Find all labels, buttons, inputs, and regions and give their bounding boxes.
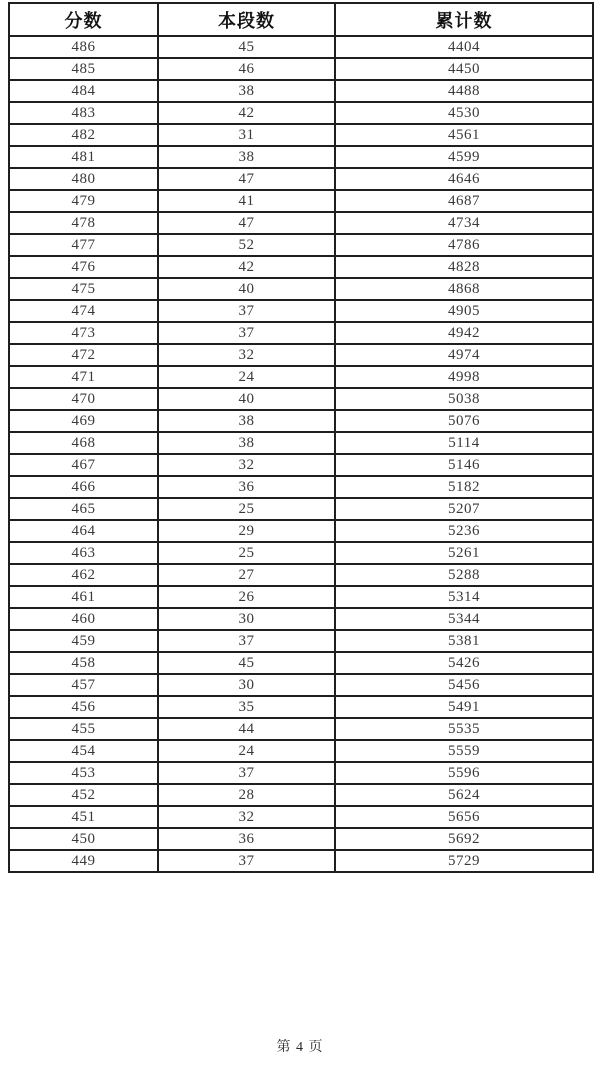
- segment-count-cell: 32: [158, 454, 335, 476]
- segment-count-cell: 41: [158, 190, 335, 212]
- cumulative-count-cell: 5261: [335, 542, 593, 564]
- score-cell: 468: [9, 432, 158, 454]
- score-cell: 457: [9, 674, 158, 696]
- segment-count-cell: 37: [158, 630, 335, 652]
- score-cell: 451: [9, 806, 158, 828]
- cumulative-count-cell: 5596: [335, 762, 593, 784]
- score-cell: 469: [9, 410, 158, 432]
- cumulative-count-cell: 4734: [335, 212, 593, 234]
- cumulative-count-cell: 5114: [335, 432, 593, 454]
- score-cell: 461: [9, 586, 158, 608]
- table-row: [9, 256, 593, 278]
- segment-count-cell: 45: [158, 36, 335, 58]
- segment-count-cell: 46: [158, 58, 335, 80]
- page-number-label: 第 4 页: [276, 1040, 324, 1055]
- score-cell: 466: [9, 476, 158, 498]
- column-header-segment-count: 本段数: [158, 3, 335, 36]
- table-row: [9, 168, 593, 190]
- score-cell: 452: [9, 784, 158, 806]
- score-cell: 449: [9, 850, 158, 872]
- table-row: [9, 410, 593, 432]
- cumulative-count-cell: 5344: [335, 608, 593, 630]
- segment-count-cell: 42: [158, 256, 335, 278]
- score-cell: 459: [9, 630, 158, 652]
- cumulative-count-cell: 4905: [335, 300, 593, 322]
- score-cell: 479: [9, 190, 158, 212]
- segment-count-cell: 40: [158, 388, 335, 410]
- table-row: [9, 124, 593, 146]
- score-cell: 484: [9, 80, 158, 102]
- cumulative-count-cell: 5146: [335, 454, 593, 476]
- cumulative-count-cell: 4450: [335, 58, 593, 80]
- table-row: [9, 102, 593, 124]
- segment-count-cell: 38: [158, 146, 335, 168]
- cumulative-count-cell: 5288: [335, 564, 593, 586]
- cumulative-count-cell: 4998: [335, 366, 593, 388]
- table-row: [9, 146, 593, 168]
- cumulative-count-cell: 5038: [335, 388, 593, 410]
- cumulative-count-cell: 5656: [335, 806, 593, 828]
- table-row: [9, 278, 593, 300]
- table-row: [9, 58, 593, 80]
- table-header-row: [9, 3, 593, 36]
- table-row: [9, 36, 593, 58]
- table-row: [9, 454, 593, 476]
- cumulative-count-cell: 4828: [335, 256, 593, 278]
- segment-count-cell: 36: [158, 828, 335, 850]
- segment-count-cell: 37: [158, 762, 335, 784]
- cumulative-count-cell: 4687: [335, 190, 593, 212]
- score-cell: 471: [9, 366, 158, 388]
- segment-count-cell: 30: [158, 608, 335, 630]
- segment-count-cell: 44: [158, 718, 335, 740]
- score-cell: 463: [9, 542, 158, 564]
- score-cell: 486: [9, 36, 158, 58]
- score-cell: 481: [9, 146, 158, 168]
- table-row: [9, 608, 593, 630]
- table-row: [9, 520, 593, 542]
- column-header-score: 分数: [9, 3, 158, 36]
- cumulative-count-cell: 5491: [335, 696, 593, 718]
- segment-count-cell: 24: [158, 366, 335, 388]
- segment-count-cell: 35: [158, 696, 335, 718]
- score-cell: 453: [9, 762, 158, 784]
- column-header-cumulative-count: 累计数: [335, 3, 593, 36]
- cumulative-count-cell: 5692: [335, 828, 593, 850]
- table-row: [9, 344, 593, 366]
- score-cell: 450: [9, 828, 158, 850]
- score-cell: 465: [9, 498, 158, 520]
- table-row: [9, 190, 593, 212]
- score-cell: 455: [9, 718, 158, 740]
- cumulative-count-cell: 5076: [335, 410, 593, 432]
- segment-count-cell: 47: [158, 168, 335, 190]
- score-cell: 480: [9, 168, 158, 190]
- cumulative-count-cell: 4868: [335, 278, 593, 300]
- table-row: [9, 366, 593, 388]
- segment-count-cell: 25: [158, 498, 335, 520]
- table-row: [9, 806, 593, 828]
- cumulative-count-cell: 5381: [335, 630, 593, 652]
- segment-count-cell: 42: [158, 102, 335, 124]
- segment-count-cell: 40: [158, 278, 335, 300]
- score-cell: 462: [9, 564, 158, 586]
- segment-count-cell: 47: [158, 212, 335, 234]
- score-cell: 456: [9, 696, 158, 718]
- cumulative-count-cell: 4646: [335, 168, 593, 190]
- segment-count-cell: 37: [158, 300, 335, 322]
- cumulative-count-cell: 5624: [335, 784, 593, 806]
- segment-count-cell: 28: [158, 784, 335, 806]
- segment-count-cell: 52: [158, 234, 335, 256]
- score-cell: 464: [9, 520, 158, 542]
- table-row: [9, 476, 593, 498]
- score-cell: 467: [9, 454, 158, 476]
- table-row: [9, 718, 593, 740]
- score-cell: 454: [9, 740, 158, 762]
- segment-count-cell: 24: [158, 740, 335, 762]
- table-row: [9, 322, 593, 344]
- segment-count-cell: 36: [158, 476, 335, 498]
- segment-count-cell: 26: [158, 586, 335, 608]
- segment-count-cell: 37: [158, 322, 335, 344]
- cumulative-count-cell: 4530: [335, 102, 593, 124]
- cumulative-count-cell: 5182: [335, 476, 593, 498]
- score-cell: 473: [9, 322, 158, 344]
- score-cell: 483: [9, 102, 158, 124]
- table-row: [9, 696, 593, 718]
- score-cell: 485: [9, 58, 158, 80]
- table-row: [9, 762, 593, 784]
- cumulative-count-cell: 5559: [335, 740, 593, 762]
- cumulative-count-cell: 5729: [335, 850, 593, 872]
- cumulative-count-cell: 5426: [335, 652, 593, 674]
- cumulative-count-cell: 4561: [335, 124, 593, 146]
- score-cell: 460: [9, 608, 158, 630]
- table-row: [9, 80, 593, 102]
- score-cell: 472: [9, 344, 158, 366]
- score-cell: 477: [9, 234, 158, 256]
- cumulative-count-cell: 5207: [335, 498, 593, 520]
- table-row: [9, 674, 593, 696]
- cumulative-count-cell: 5314: [335, 586, 593, 608]
- score-cell: 458: [9, 652, 158, 674]
- segment-count-cell: 38: [158, 410, 335, 432]
- segment-count-cell: 32: [158, 344, 335, 366]
- table-row: [9, 784, 593, 806]
- table-row: [9, 740, 593, 762]
- table-row: [9, 234, 593, 256]
- segment-count-cell: 29: [158, 520, 335, 542]
- table-row: [9, 828, 593, 850]
- score-cell: 478: [9, 212, 158, 234]
- cumulative-count-cell: 5535: [335, 718, 593, 740]
- table-row: [9, 850, 593, 872]
- table-row: [9, 388, 593, 410]
- segment-count-cell: 27: [158, 564, 335, 586]
- score-cell: 474: [9, 300, 158, 322]
- score-cell: 475: [9, 278, 158, 300]
- cumulative-count-cell: 4942: [335, 322, 593, 344]
- score-table-body: [9, 36, 593, 872]
- segment-count-cell: 38: [158, 80, 335, 102]
- segment-count-cell: 45: [158, 652, 335, 674]
- cumulative-count-cell: 4404: [335, 36, 593, 58]
- table-row: [9, 630, 593, 652]
- table-row: [9, 498, 593, 520]
- cumulative-count-cell: 4974: [335, 344, 593, 366]
- cumulative-count-cell: 5236: [335, 520, 593, 542]
- table-row: [9, 586, 593, 608]
- segment-count-cell: 37: [158, 850, 335, 872]
- segment-count-cell: 38: [158, 432, 335, 454]
- table-row: [9, 432, 593, 454]
- segment-count-cell: 32: [158, 806, 335, 828]
- segment-count-cell: 30: [158, 674, 335, 696]
- score-cell: 482: [9, 124, 158, 146]
- segment-count-cell: 25: [158, 542, 335, 564]
- score-cell: 476: [9, 256, 158, 278]
- cumulative-count-cell: 4488: [335, 80, 593, 102]
- cumulative-count-cell: 4786: [335, 234, 593, 256]
- table-row: [9, 564, 593, 586]
- table-row: [9, 300, 593, 322]
- table-row: [9, 212, 593, 234]
- table-row: [9, 652, 593, 674]
- score-cell: 470: [9, 388, 158, 410]
- cumulative-count-cell: 5456: [335, 674, 593, 696]
- table-row: [9, 542, 593, 564]
- cumulative-count-cell: 4599: [335, 146, 593, 168]
- score-distribution-table: [8, 2, 594, 873]
- segment-count-cell: 31: [158, 124, 335, 146]
